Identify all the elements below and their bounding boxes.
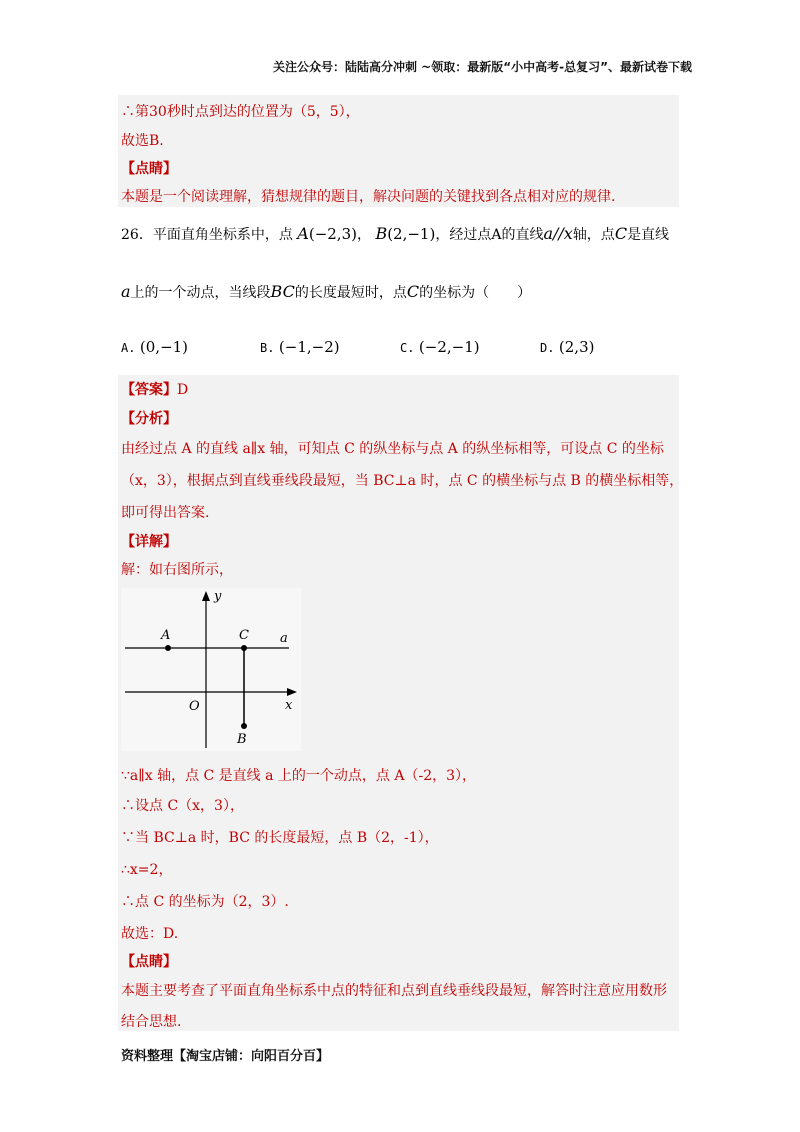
comment-tag: 【点睛】 bbox=[121, 954, 177, 970]
answer-value: D bbox=[177, 382, 189, 398]
step-1: ∵a∥x 轴，点 C 是直线 a 上的一个动点，点 A（-2，3）， bbox=[121, 768, 477, 784]
question-text-1: 平面直角坐标系中，点 bbox=[152, 227, 293, 243]
option-a: A. (0,−1) bbox=[121, 338, 189, 356]
analysis-line-2: （x，3），根据点到直线垂线段最短，当 BC⊥a 时，点 C 的横坐标与点 B 的横坐标相等， bbox=[121, 473, 684, 489]
label-x: x bbox=[285, 698, 293, 713]
point-b-label: B bbox=[375, 224, 388, 243]
point-c-label: C bbox=[614, 224, 628, 243]
detail-tag: 【详解】 bbox=[121, 534, 177, 550]
prev-comment: 本题是一个阅读理解，猜想规律的题目，解决问题的关键找到各点相对应的规律. bbox=[121, 189, 616, 205]
label-y: y bbox=[214, 589, 222, 604]
step-6: 故选：D. bbox=[121, 926, 179, 942]
label-point-c: C bbox=[239, 628, 249, 643]
step-2: ∴设点 C（x，3）， bbox=[121, 798, 244, 814]
line-a-label: a bbox=[121, 282, 131, 301]
comment-line-2: 结合思想. bbox=[121, 1014, 182, 1030]
point-a-label: A bbox=[297, 224, 309, 243]
point-a-coords: (−2,3) bbox=[308, 225, 357, 243]
prev-comment-tag: 【点睛】 bbox=[121, 161, 177, 177]
segment-bc: BC bbox=[270, 282, 295, 301]
question-text-5: 上的一个动点，当线段 bbox=[130, 285, 271, 301]
detail-intro: 解：如右图所示， bbox=[121, 562, 233, 578]
question-text-7: 的坐标为（ ） bbox=[419, 285, 532, 301]
coordinate-figure bbox=[121, 588, 301, 751]
label-point-a: A bbox=[161, 628, 171, 643]
step-4: ∴x=2， bbox=[121, 862, 173, 878]
comment-line-1: 本题主要考查了平面直角坐标系中点的特征和点到直线垂线段最短，解答时注意应用数形 bbox=[121, 983, 667, 999]
option-d: D. (2,3) bbox=[540, 338, 595, 356]
analysis-line-3: 即可得出答案. bbox=[121, 505, 210, 521]
label-origin: O bbox=[189, 699, 200, 714]
question-line-1 bbox=[121, 225, 669, 244]
label-point-b: B bbox=[237, 732, 247, 747]
answer-line bbox=[121, 381, 188, 399]
line-a-parallel-x: a//x bbox=[543, 224, 573, 243]
page-footer: 资料整理【淘宝店铺：向阳百分百】 bbox=[121, 1049, 330, 1064]
analysis-tag: 【分析】 bbox=[121, 411, 177, 427]
x-axis-arrow-icon bbox=[287, 688, 297, 696]
answer-tag: 【答案】 bbox=[121, 382, 177, 398]
question-text-3: 轴，点 bbox=[572, 227, 615, 243]
question-line-2 bbox=[121, 283, 531, 302]
point-c-dot bbox=[241, 645, 247, 651]
question-number: 26． bbox=[121, 227, 153, 243]
page-header: 关注公众号：陆陆高分冲刺 ~领取：最新版“小中高考-总复习”、最新试卷下载 bbox=[273, 60, 692, 74]
separator: ， bbox=[356, 227, 371, 243]
point-b-coords: (2,−1) bbox=[387, 225, 436, 243]
step-5: ∴点 C 的坐标为（2，3）. bbox=[121, 894, 289, 910]
step-3: ∵当 BC⊥a 时，BC 的长度最短，点 B（2，-1）， bbox=[121, 830, 439, 846]
prev-choice: 故选B. bbox=[121, 133, 164, 149]
analysis-line-1: 由经过点 A 的直线 a∥x 轴，可知点 C 的纵坐标与点 A 的纵坐标相等，可设点 C 的坐标 bbox=[121, 441, 664, 457]
label-line-a: a bbox=[280, 631, 288, 646]
option-c: C. (−2,−1) bbox=[400, 338, 480, 356]
point-c-label-2: C bbox=[406, 282, 420, 301]
prev-conclusion: ∴第30秒时点到达的位置为（5，5）， bbox=[121, 104, 360, 120]
question-text-2: ，经过点A的直线 bbox=[435, 227, 544, 243]
option-b: B. (−1,−2) bbox=[260, 338, 340, 356]
coordinate-diagram bbox=[121, 588, 301, 751]
question-text-6: 的长度最短时，点 bbox=[294, 285, 407, 301]
y-axis-arrow-icon bbox=[202, 591, 210, 601]
question-text-4: 是直线 bbox=[627, 227, 670, 243]
point-a-dot bbox=[165, 645, 171, 651]
point-b-dot bbox=[241, 723, 247, 729]
